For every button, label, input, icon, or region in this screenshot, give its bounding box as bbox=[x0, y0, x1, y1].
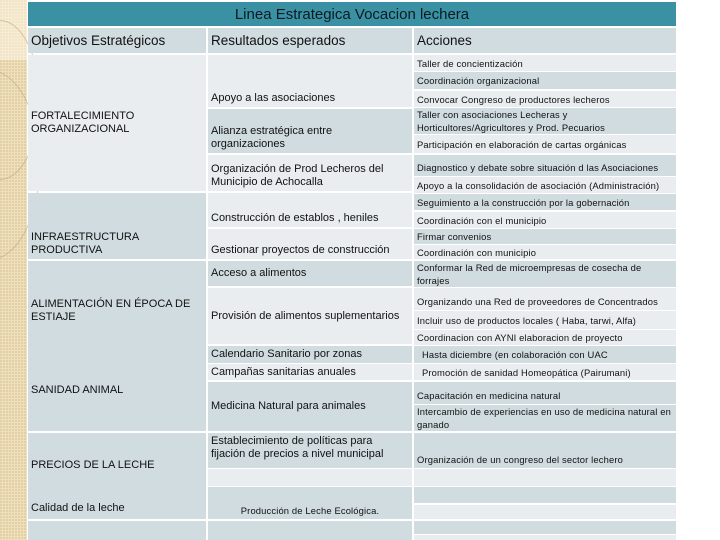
action-text: Organización de un congreso del sector lechero bbox=[417, 454, 623, 465]
action-text: Seguimiento a la construcción por la gobernación bbox=[417, 196, 630, 208]
action-cell bbox=[414, 229, 676, 244]
action-cell bbox=[414, 55, 676, 71]
action-text: Convocar Congreso de productores lecheros bbox=[417, 93, 610, 105]
action-text: Capacitación en medicina natural bbox=[417, 390, 561, 401]
objective-cell bbox=[28, 458, 206, 474]
action-cell bbox=[414, 108, 676, 134]
action-text: Taller con asociaciones Lecheras y Horticultores/Agricultores y Prod. Pecuarios bbox=[417, 109, 605, 133]
objective-text: PRECIOS DE LA LECHE bbox=[31, 459, 155, 471]
result-text: Construcción de establos , heniles bbox=[211, 212, 379, 224]
action-cell bbox=[414, 535, 676, 540]
objective-cell bbox=[28, 501, 206, 517]
result-cell bbox=[208, 382, 412, 431]
action-text: Promoción de sanidad Homeopática (Pairumani) bbox=[422, 366, 631, 378]
result-text: Medicina Natural para animales bbox=[211, 400, 366, 412]
result-text: Organización de Prod Lecheros del Municipio de Achocalla bbox=[211, 163, 384, 188]
action-cell bbox=[414, 194, 676, 210]
result-text: Apoyo a las asociaciones bbox=[211, 92, 336, 104]
result-text: Establecimiento de políticas para fijación de precios a nivel municipal bbox=[211, 435, 384, 460]
table-title: Linea Estrategica Vocacion lechera bbox=[28, 2, 676, 26]
result-cell bbox=[208, 433, 412, 468]
action-cell bbox=[414, 288, 676, 310]
action-text: Conformar la Red de microempresas de cosecha de forrajes bbox=[417, 262, 642, 286]
header-objectives: Objetivos Estratégicos bbox=[28, 28, 206, 53]
action-cell bbox=[414, 521, 676, 534]
objective-cell bbox=[28, 521, 206, 540]
action-cell bbox=[414, 364, 676, 380]
action-cell bbox=[414, 469, 676, 486]
action-cell bbox=[414, 487, 676, 503]
action-cell bbox=[414, 505, 676, 519]
action-cell bbox=[414, 346, 676, 363]
action-cell bbox=[414, 405, 676, 431]
result-text: Provisión de alimentos suplementarios bbox=[211, 309, 400, 322]
objective-text: Calidad de la leche bbox=[31, 502, 125, 514]
action-cell bbox=[414, 135, 676, 153]
result-cell bbox=[208, 487, 412, 519]
objective-text: INFRAESTRUCTURA PRODUCTIVA bbox=[31, 231, 139, 256]
objective-text: FORTALECIMIENTO ORGANIZACIONAL bbox=[31, 110, 135, 135]
objective-cell bbox=[28, 193, 206, 259]
objective-text: SANIDAD ANIMAL bbox=[31, 383, 124, 396]
header-results: Resultados esperados bbox=[208, 28, 412, 53]
result-text: Producción de Leche Ecológica. bbox=[240, 505, 380, 516]
action-text: Coordinacion con AYNI elaboracion de proyecto bbox=[417, 332, 623, 343]
action-cell bbox=[414, 155, 676, 176]
result-cell bbox=[208, 346, 412, 363]
action-text: Coordinación organizacional bbox=[417, 75, 540, 86]
action-text: Coordinación con el municipio bbox=[417, 214, 547, 226]
result-text: Acceso a alimentos bbox=[211, 267, 307, 279]
result-text: Campañas sanitarias anuales bbox=[211, 365, 356, 378]
result-cell bbox=[208, 288, 412, 344]
action-text: Coordinación con municipio bbox=[417, 246, 537, 258]
result-text: Alianza estratégica entre organizaciones bbox=[211, 125, 333, 150]
objective-cell bbox=[28, 331, 206, 431]
action-text: Incluir uso de productos locales ( Haba, tarwi, Alfa) bbox=[417, 314, 636, 326]
action-text: Taller de concientización bbox=[417, 57, 523, 69]
action-cell bbox=[414, 245, 676, 259]
result-text: Gestionar proyectos de construcción bbox=[211, 244, 390, 256]
result-cell bbox=[208, 229, 412, 259]
result-cell bbox=[208, 109, 412, 153]
action-cell bbox=[414, 177, 676, 193]
action-text: Diagnostico y debate sobre situación d las Asociaciones bbox=[417, 162, 659, 173]
result-cell bbox=[208, 193, 412, 227]
action-cell bbox=[414, 212, 676, 228]
action-cell bbox=[414, 261, 676, 287]
result-cell bbox=[208, 469, 412, 486]
result-cell bbox=[208, 364, 412, 380]
header-actions: Acciones bbox=[414, 28, 676, 53]
action-text: Organizando una Red de proveedores de Concentrados bbox=[417, 296, 658, 307]
action-text: Hasta diciembre (en colaboración con UAC bbox=[422, 349, 608, 360]
result-cell bbox=[208, 261, 412, 286]
action-cell bbox=[414, 433, 676, 468]
objective-text: ALIMENTACIÓN EN ÉPOCA DE ESTIAJE bbox=[31, 297, 191, 323]
result-cell bbox=[208, 521, 412, 540]
action-cell bbox=[414, 72, 676, 89]
action-text: Apoyo a la consolidación de asociación (Administración) bbox=[417, 179, 660, 191]
result-cell bbox=[208, 155, 412, 191]
result-cell bbox=[208, 55, 412, 107]
action-cell bbox=[414, 91, 676, 107]
action-cell bbox=[414, 311, 676, 329]
action-cell bbox=[414, 330, 676, 345]
action-text: Intercambio de experiencias en uso de medicina natural en ganado bbox=[417, 406, 672, 430]
action-text: Firmar convenios bbox=[417, 231, 492, 242]
result-text: Calendario Sanitario por zonas bbox=[211, 348, 363, 360]
action-text: Participación en elaboración de cartas orgánicas bbox=[417, 138, 627, 150]
action-cell bbox=[414, 382, 676, 404]
objective-cell bbox=[28, 55, 206, 191]
